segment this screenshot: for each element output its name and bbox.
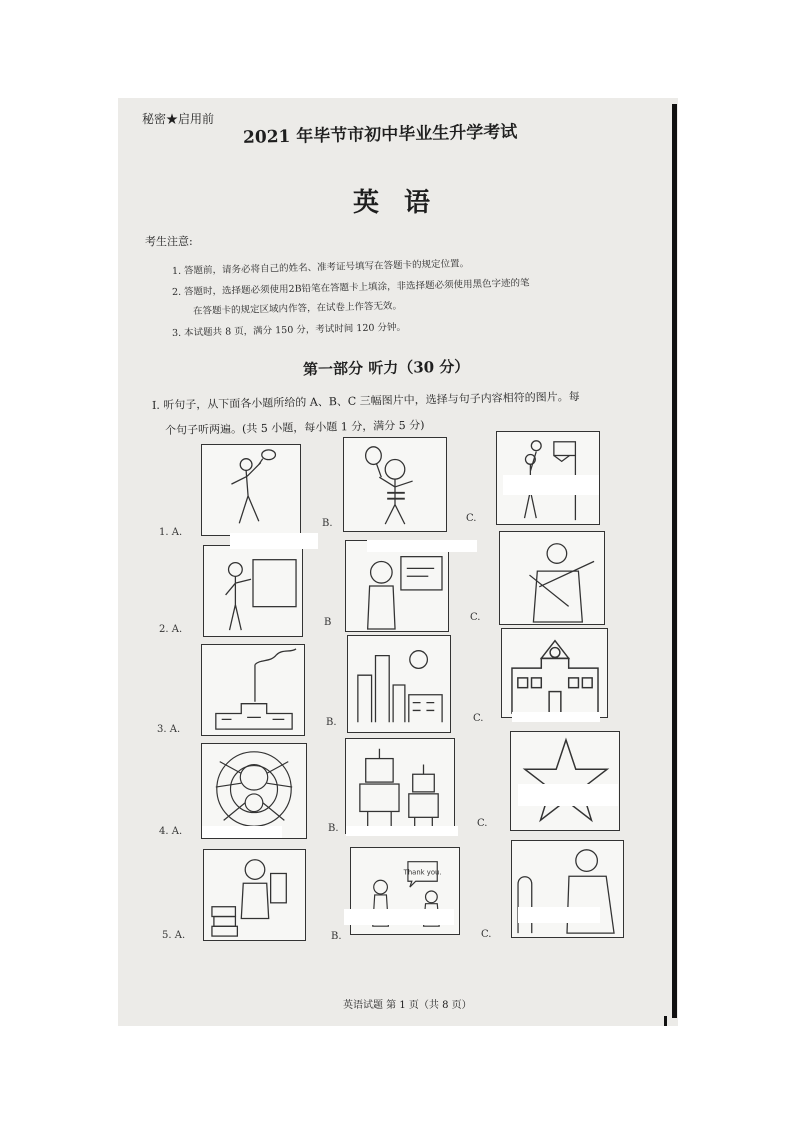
notice-item-3: 3. 本试题共 8 页，满分 150 分，考试时间 120 分钟。: [171, 321, 407, 339]
paper-edge-mark: [664, 1016, 667, 1026]
q2-picture-a[interactable]: [203, 545, 303, 637]
teacher-with-board-icon: [346, 541, 448, 631]
exam-title: 2021 年毕节市初中毕业生升学考试: [242, 122, 518, 148]
q2-option-c: C.: [470, 612, 481, 623]
scan-mask: [202, 826, 282, 838]
secret-label: 秘密★启用前: [142, 112, 215, 126]
q2-picture-b[interactable]: [345, 540, 449, 632]
q2-option-b: B: [324, 617, 332, 628]
q3-option-b: B.: [326, 717, 337, 728]
q1-option-c: C.: [466, 513, 477, 524]
notice-item-1: 1. 答题前，请务必将自己的姓名、准考证号填写在答题卡的规定位置。: [171, 258, 470, 277]
instruction-line-1: I. 听句子，从下面各小题所给的 A、B、C 三幅图片中，选择与句子内容相符的图片。每: [151, 390, 580, 412]
question-1-label: 1. A.: [159, 527, 183, 538]
scan-mask: [230, 533, 318, 549]
spider-web-icon: [202, 744, 306, 838]
school-building-icon: [502, 629, 607, 717]
scan-mask: [518, 784, 618, 806]
subject-title: 英 语: [353, 188, 439, 218]
q1-picture-b[interactable]: [343, 437, 447, 532]
thank-you-text: Thank you.: [403, 868, 442, 877]
person-serving-ball-icon: [202, 445, 300, 535]
q3-picture-a[interactable]: [201, 644, 305, 736]
q1-picture-a[interactable]: [201, 444, 301, 536]
question-2-label: 2. A.: [159, 624, 183, 635]
violinist-icon: [500, 532, 604, 624]
q4-option-c: C.: [477, 818, 488, 829]
q3-picture-c[interactable]: [501, 628, 608, 718]
boy-reading-books-icon: [204, 850, 305, 940]
scan-mask: [503, 475, 599, 495]
instruction-line-2: 个句子听两遍。(共 5 小题，每小题 1 分，满分 5 分): [164, 418, 425, 437]
teacher-at-board-icon: [204, 546, 302, 636]
q5-picture-a[interactable]: [203, 849, 306, 941]
two-robots-icon: [346, 739, 454, 833]
q4-picture-a[interactable]: [201, 743, 307, 839]
starfish-icon: [511, 732, 619, 830]
q5-option-b: B.: [331, 931, 342, 942]
page-footer: 英语试题 第 1 页（共 8 页）: [343, 1000, 472, 1011]
child-playing-badminton-icon: [344, 438, 446, 531]
q4-picture-b[interactable]: [345, 738, 455, 834]
scan-mask: [344, 909, 454, 925]
scan-mask: [346, 826, 458, 836]
q1-option-b: B.: [322, 518, 333, 529]
paper-edge-shadow: [672, 104, 677, 1018]
question-3-label: 3. A.: [157, 724, 181, 735]
city-skyline-icon: [348, 636, 450, 732]
scan-mask: [518, 907, 600, 923]
scan-mask: [367, 540, 477, 552]
notice-item-2: 2. 答题时，选择题必须使用2B铅笔在答题卡上填涂，非选择题必须使用黑色字迹的笔: [171, 277, 530, 298]
q2-picture-c[interactable]: [499, 531, 605, 625]
q5-picture-c[interactable]: [511, 840, 624, 938]
scan-mask: [512, 712, 600, 722]
q3-picture-b[interactable]: [347, 635, 451, 733]
q5-option-c: C.: [481, 929, 492, 940]
question-5-label: 5. A.: [162, 930, 186, 941]
notice-item-2-cont: 在答题卡的规定区域内作答，在试卷上作答无效。: [192, 300, 403, 317]
q3-option-c: C.: [473, 713, 484, 724]
part-one-title: 第一部分 听力（30 分）: [302, 357, 470, 379]
q4-picture-c[interactable]: [510, 731, 620, 831]
question-4-label: 4. A.: [159, 826, 183, 837]
factory-building-icon: [202, 645, 304, 735]
notice-heading: 考生注意:: [145, 235, 193, 248]
q4-option-b: B.: [328, 823, 339, 834]
